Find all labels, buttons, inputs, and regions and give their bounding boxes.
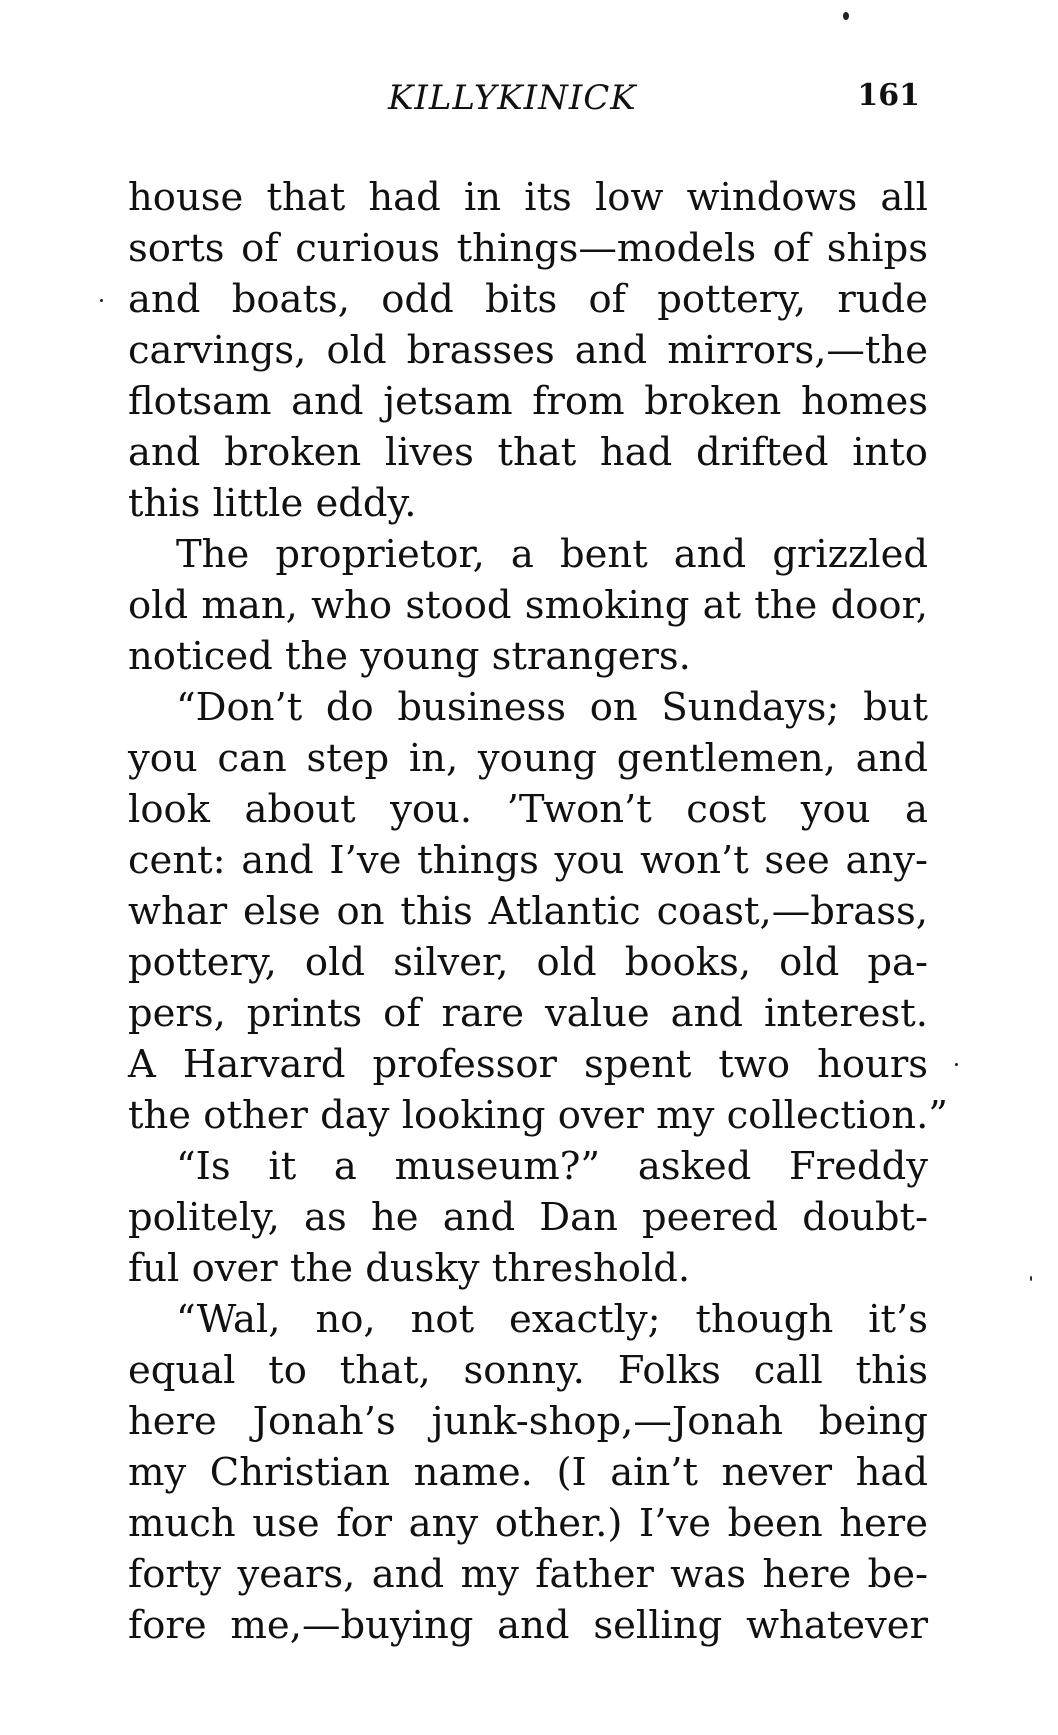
text-line: flotsam and jetsam from broken homes bbox=[128, 379, 928, 424]
text-line: ful over the dusky threshold. bbox=[128, 1246, 691, 1291]
text-line: and broken lives that had drifted into bbox=[128, 430, 928, 475]
running-head bbox=[130, 78, 920, 122]
text-line: my Christian name. (I ain’t never had bbox=[128, 1450, 928, 1495]
text-line: politely, as he and Dan peered doubt- bbox=[128, 1195, 928, 1240]
paragraph-1 bbox=[128, 172, 928, 529]
text-line: equal to that, sonny. Folks call this bbox=[128, 1348, 928, 1393]
paragraph-4 bbox=[128, 1141, 928, 1294]
text-line: you can step in, young gentlemen, and bbox=[128, 736, 928, 781]
text-line: fore me,—buying and selling whatever bbox=[128, 1603, 928, 1648]
text-line: “Is it a museum?” asked Freddy bbox=[176, 1144, 928, 1189]
text-line: look about you. ’Twon’t cost you a bbox=[128, 787, 928, 832]
text-line: cent: and I’ve things you won’t see any- bbox=[128, 838, 928, 883]
text-line: whar else on this Atlantic coast,—brass, bbox=[128, 889, 928, 934]
scan-speck bbox=[100, 299, 103, 302]
text-line: sorts of curious things—models of ships bbox=[128, 226, 928, 271]
text-line: house that had in its low windows all bbox=[128, 175, 928, 220]
text-line: A Harvard professor spent two hours bbox=[128, 1042, 928, 1087]
paragraph-5 bbox=[128, 1294, 928, 1651]
text-line: and boats, odd bits of pottery, rude bbox=[128, 277, 928, 322]
running-head-title: KILLYKINICK bbox=[388, 78, 637, 118]
text-line: much use for any other.) I’ve been here bbox=[128, 1501, 928, 1546]
paragraph-3 bbox=[128, 682, 948, 1141]
text-line: old man, who stood smoking at the door, bbox=[128, 583, 928, 628]
text-line: carvings, old brasses and mirrors,—the bbox=[128, 328, 928, 373]
text-line: forty years, and my father was here be- bbox=[128, 1552, 928, 1597]
text-line: here Jonah’s junk-shop,—Jonah being bbox=[128, 1399, 928, 1444]
scan-speck bbox=[955, 1063, 958, 1066]
text-line: this little eddy. bbox=[128, 481, 417, 526]
text-line: pers, prints of rare value and interest. bbox=[128, 991, 928, 1036]
page-number: 161 bbox=[857, 78, 920, 113]
text-line: pottery, old silver, old books, old pa- bbox=[128, 940, 928, 985]
body-text bbox=[128, 172, 948, 1651]
text-line: the other day looking over my collection.” bbox=[128, 1093, 948, 1138]
scan-speck bbox=[843, 12, 849, 20]
paragraph-2 bbox=[128, 529, 928, 682]
text-line: The proprietor, a bent and grizzled bbox=[176, 532, 928, 577]
scan-speck bbox=[1030, 1276, 1032, 1281]
text-line: “Wal, no, not exactly; though it’s bbox=[176, 1297, 928, 1342]
text-line: “Don’t do business on Sundays; but bbox=[176, 685, 928, 730]
text-line: noticed the young strangers. bbox=[128, 634, 691, 679]
